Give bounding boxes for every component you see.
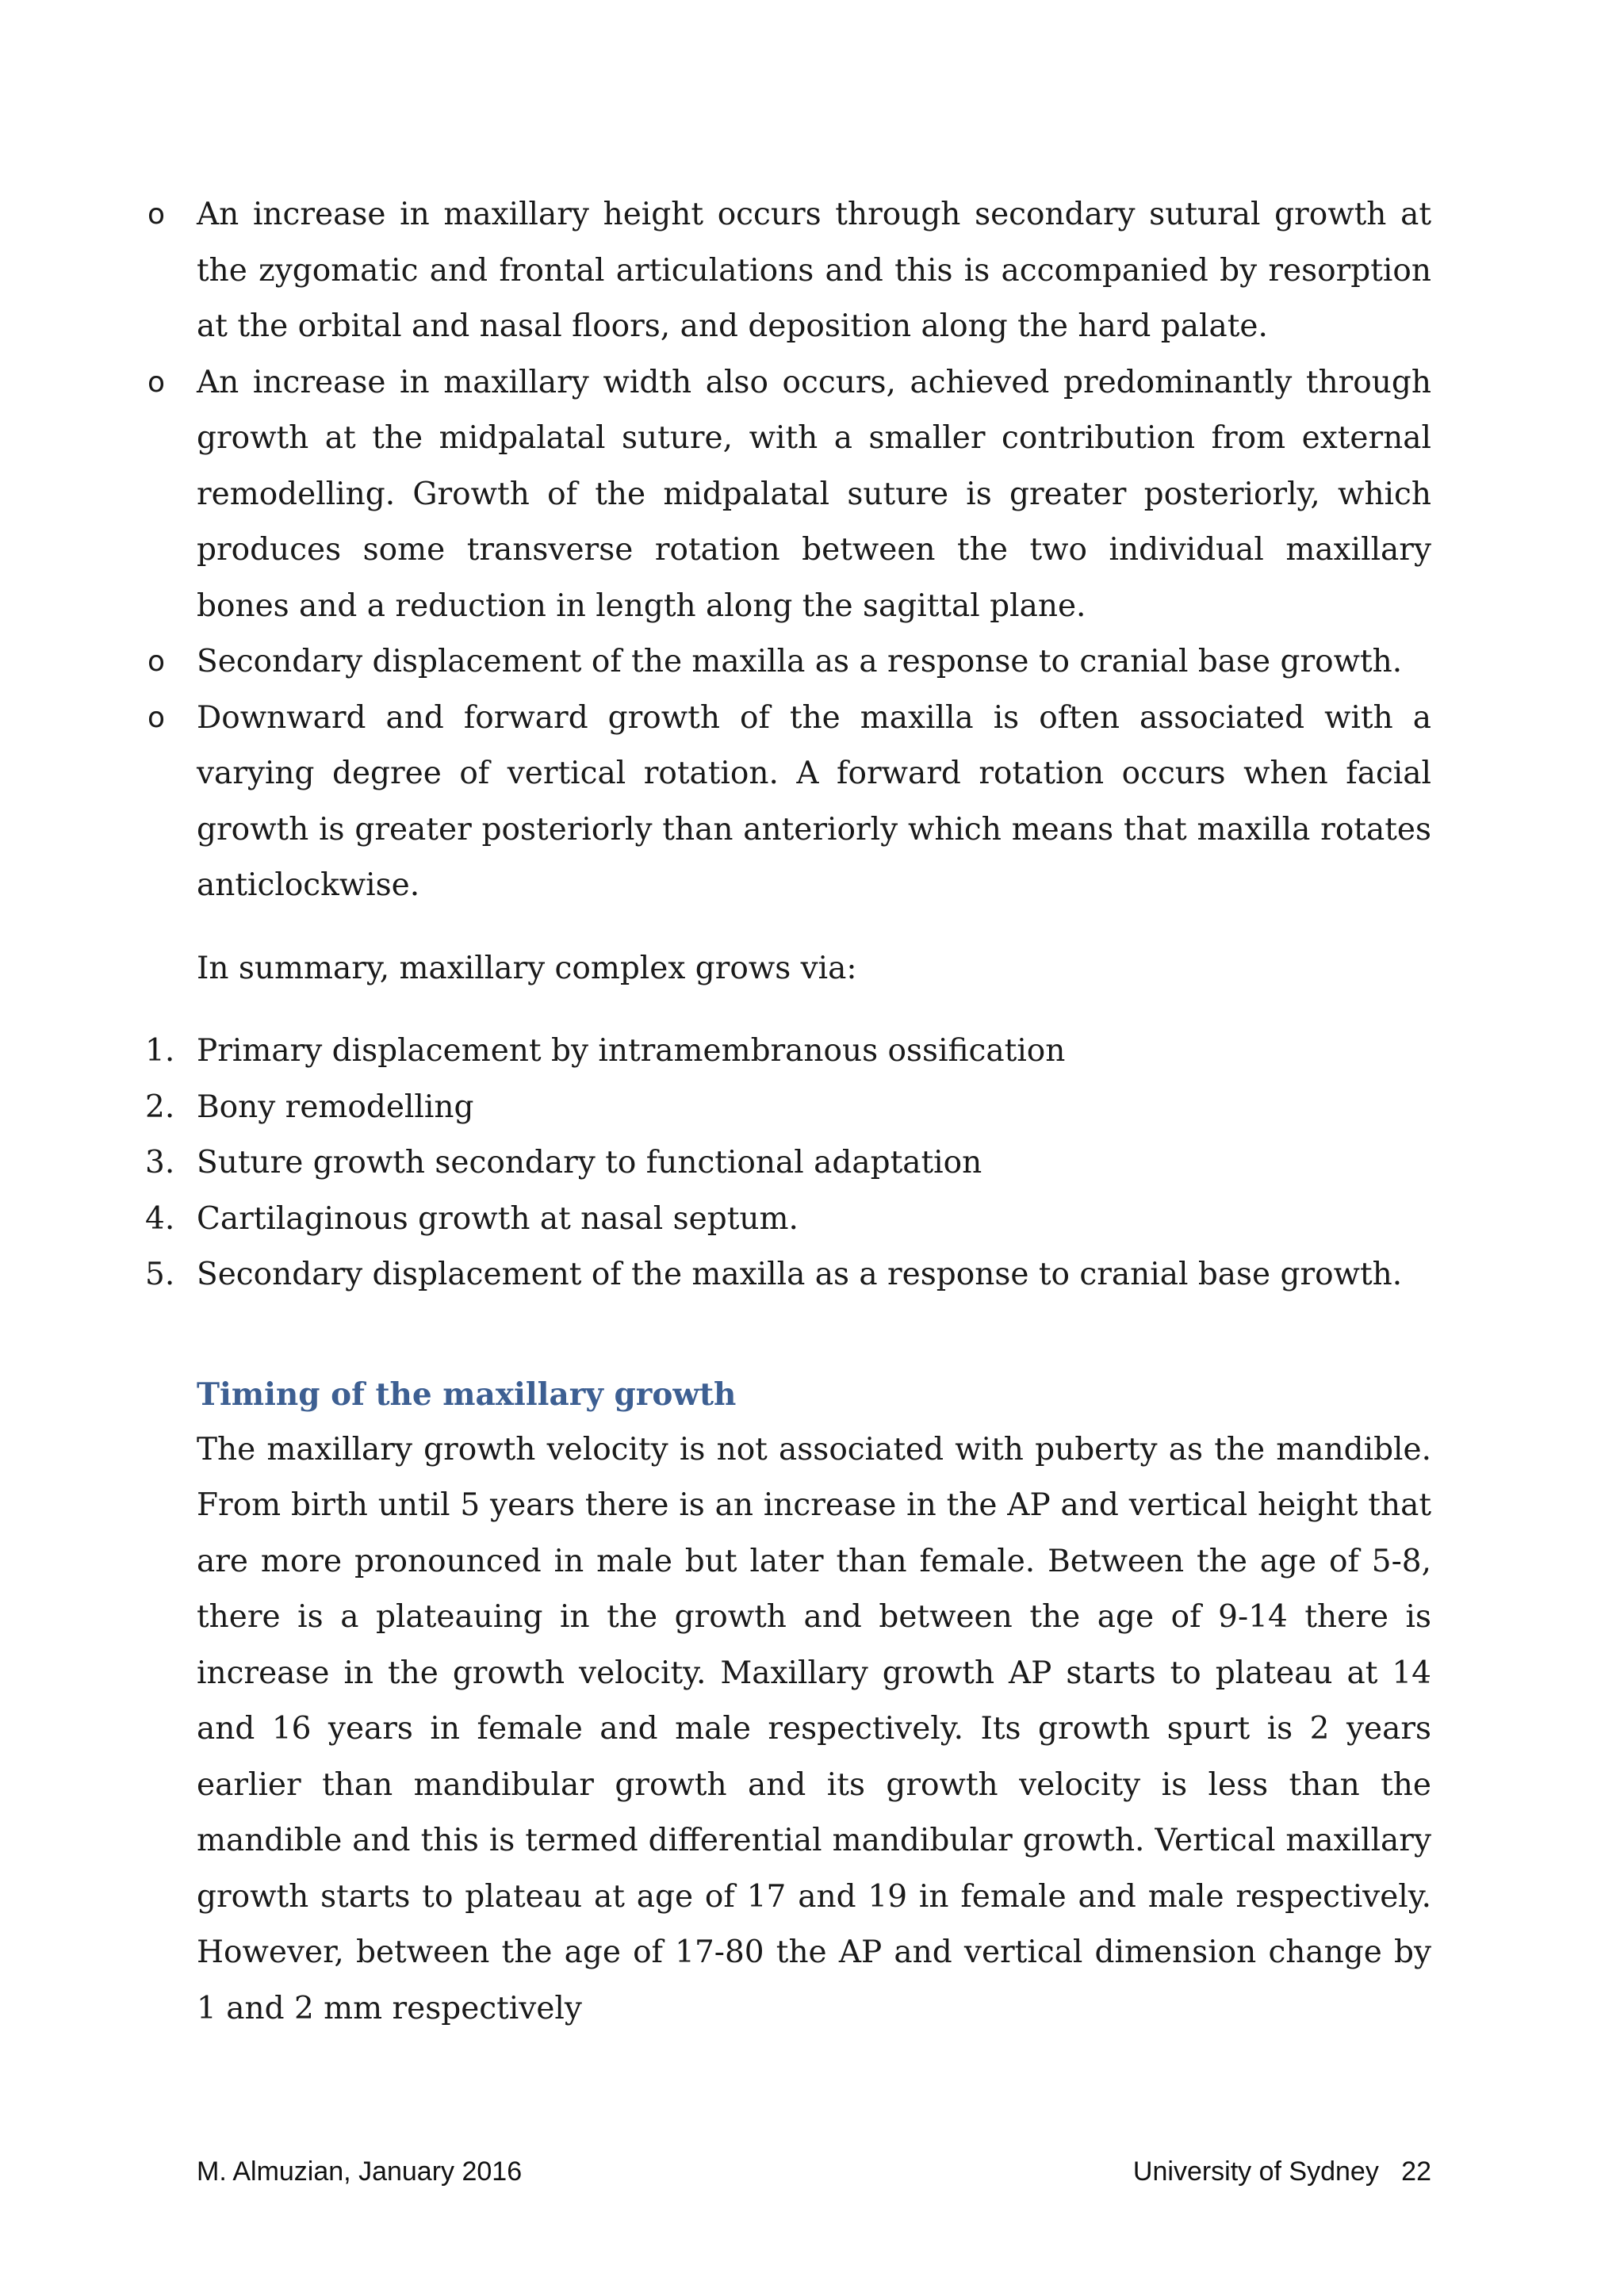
summary-item bbox=[145, 1192, 1431, 1248]
footer-author-date: M. Almuzian, January 2016 bbox=[197, 2156, 523, 2187]
section-paragraph: The maxillary growth velocity is not associated with puberty as the mandible. From birth until 5 years there is an increase in the AP and vertical height that are more pronounced in male but later than female. Between the age of 5-8, there is a plateauing in the growth and between the age of 9-14 there is increase in the growth velocity. Maxillary growth AP starts to plateau at 14 and 16 years in female and male respectively. Its growth spurt is 2 years earlier than mandibular growth and its growth velocity is less than the mandible and this is termed differential mandibular growth. Vertical maxillary growth starts to plateau at age of 17 and 19 in female and male respectively. However, between the age of 17-80 the AP and vertical dimension change by 1 and 2 mm respectively bbox=[197, 1431, 1431, 2026]
bullet-item bbox=[147, 355, 1431, 635]
summary-item bbox=[145, 1135, 1431, 1192]
item-text: Bony remodelling bbox=[197, 1089, 474, 1125]
bullet-item bbox=[147, 634, 1431, 691]
item-number: 1. bbox=[145, 1033, 175, 1069]
bullet-item bbox=[147, 187, 1431, 355]
bullet-marker: o bbox=[147, 198, 166, 231]
item-text: Suture growth secondary to functional adaptation bbox=[197, 1145, 982, 1181]
bullet-text: An increase in maxillary width also occurs, achieved predominantly through growth at the midpalatal suture, with a smaller contribution from external remodelling. Growth of the midpalatal suture is greater posteriorly, which produces some transverse rotation between the two individual maxillary bones and a reduction in length along the sagittal plane. bbox=[197, 364, 1431, 624]
bullet-list bbox=[147, 187, 1431, 914]
item-text: Cartilaginous growth at nasal septum. bbox=[197, 1200, 799, 1237]
item-text: Secondary displacement of the maxilla as a response to cranial base growth. bbox=[197, 1257, 1403, 1292]
item-number: 3. bbox=[145, 1145, 175, 1181]
summary-item bbox=[145, 1024, 1431, 1080]
section-heading: Timing of the maxillary growth bbox=[197, 1376, 737, 1413]
summary-item bbox=[145, 1080, 1431, 1136]
summary-intro: In summary, maxillary complex grows via: bbox=[197, 950, 857, 986]
item-number: 5. bbox=[145, 1257, 175, 1292]
bullet-marker: o bbox=[147, 701, 166, 734]
bullet-item bbox=[147, 691, 1431, 914]
item-number: 2. bbox=[145, 1089, 175, 1125]
page-number: 22 bbox=[1401, 2156, 1431, 2187]
page-content bbox=[145, 187, 1431, 2037]
summary-list bbox=[145, 1024, 1431, 1303]
bullet-text: An increase in maxillary height occurs through secondary sutural growth at the zygomatic and frontal articulations and this is accompanied by resorption at the orbital and nasal floors, and deposition along the hard palate. bbox=[197, 197, 1431, 344]
bullet-marker: o bbox=[147, 365, 166, 399]
bullet-marker: o bbox=[147, 645, 166, 678]
item-text: Primary displacement by intramembranous ossification bbox=[197, 1033, 1066, 1069]
footer-institution: University of Sydney bbox=[1132, 2156, 1379, 2187]
bullet-text: Secondary displacement of the maxilla as a response to cranial base growth. bbox=[197, 644, 1403, 679]
bullet-text: Downward and forward growth of the maxilla is often associated with a varying degree of vertical rotation. A forward rotation occurs when facial growth is greater posteriorly than anteriorly which means that maxilla rotates anticlockwise. bbox=[197, 699, 1431, 903]
footer-right bbox=[1133, 2156, 1431, 2187]
item-number: 4. bbox=[145, 1200, 175, 1237]
summary-item bbox=[145, 1247, 1431, 1303]
